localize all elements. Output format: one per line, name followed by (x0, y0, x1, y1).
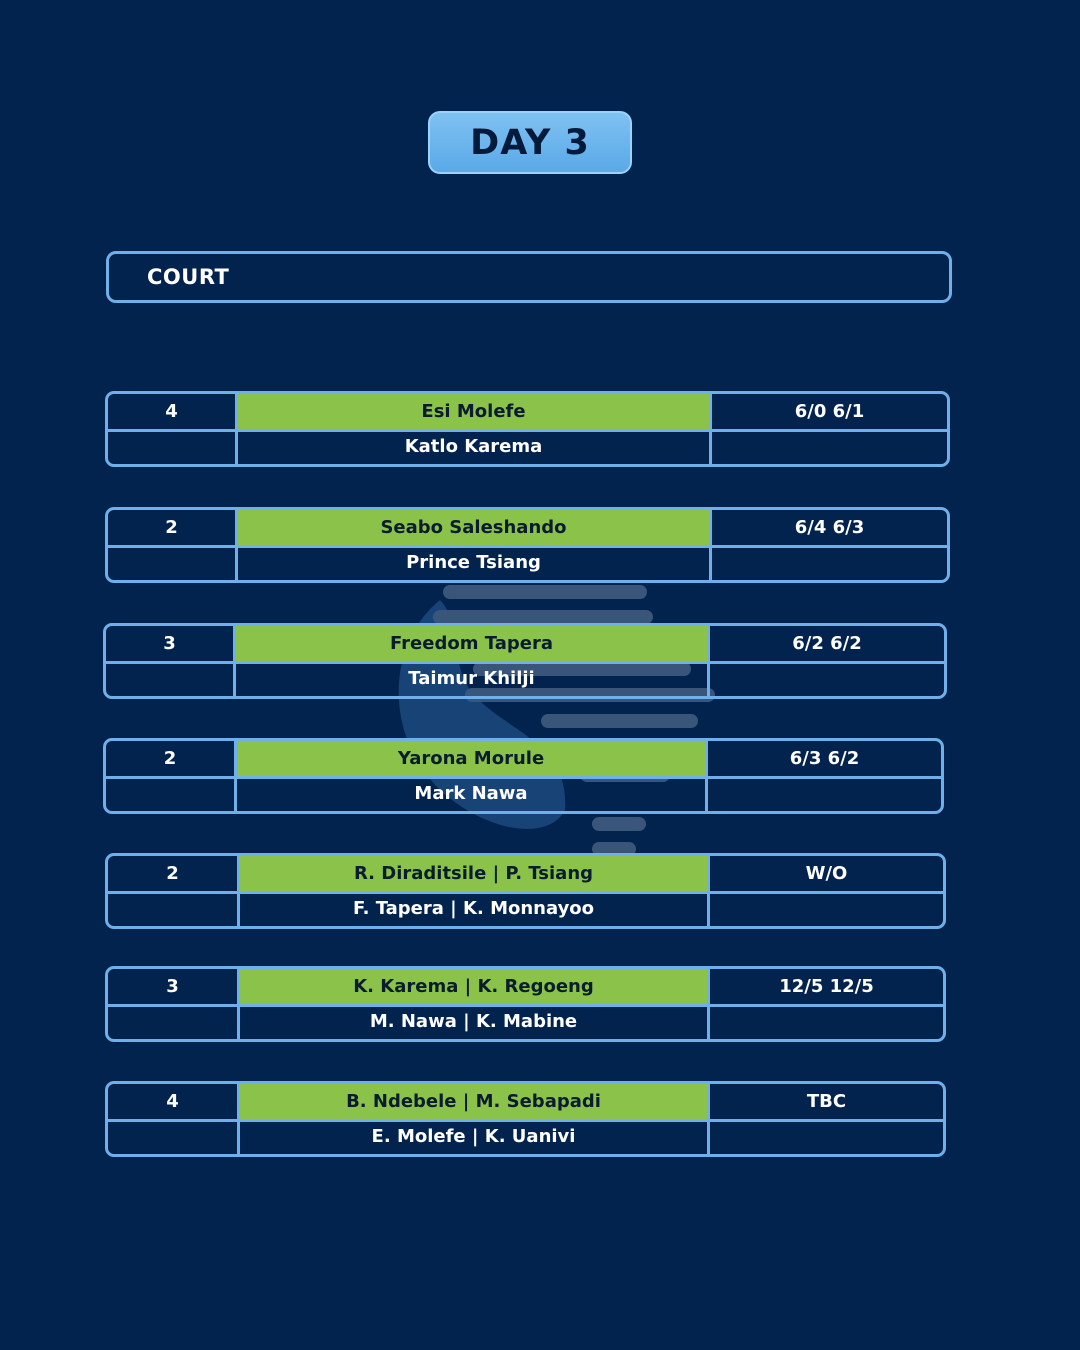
score-empty-cell (712, 545, 947, 580)
court-number: 2 (108, 856, 240, 891)
match-card (105, 391, 950, 467)
match-loser-row (108, 545, 947, 580)
winner-name: R. Diraditsile | P. Tsiang (240, 856, 710, 891)
loser-name: E. Molefe | K. Uanivi (240, 1119, 710, 1154)
score-empty-cell (710, 1004, 943, 1039)
score-empty-cell (708, 776, 941, 811)
loser-name: Taimur Khilji (236, 661, 710, 696)
match-score: 6/0 6/1 (794, 401, 865, 422)
score-empty-cell (710, 1119, 943, 1154)
match-score: 12/5 12/5 (779, 976, 874, 997)
match-card (105, 507, 950, 583)
match-loser-row (108, 429, 947, 464)
day-title-badge (428, 111, 632, 174)
match-score: 6/4 6/3 (794, 517, 865, 538)
match-loser-row (108, 1119, 943, 1154)
loser-name: Mark Nawa (237, 776, 708, 811)
winner-name: Yarona Morule (237, 741, 708, 776)
match-score: W/O (805, 863, 848, 884)
court-number: 4 (108, 1084, 240, 1119)
winner-name: Freedom Tapera (236, 626, 710, 661)
court-empty-cell (108, 891, 240, 926)
day-title: DAY 3 (470, 122, 590, 163)
court-number: 3 (108, 969, 240, 1004)
match-winner-row (108, 510, 947, 548)
match-card (103, 738, 944, 814)
score-empty-cell (712, 429, 947, 464)
match-winner-row (108, 969, 943, 1007)
court-empty-cell (106, 776, 237, 811)
match-card (105, 1081, 946, 1157)
loser-name: M. Nawa | K. Mabine (240, 1004, 710, 1039)
loser-name: F. Tapera | K. Monnayoo (240, 891, 710, 926)
match-card (105, 853, 946, 929)
match-loser-row (106, 661, 944, 696)
score-empty-cell (710, 891, 943, 926)
court-empty-cell (108, 1004, 240, 1039)
court-number: 3 (106, 626, 236, 661)
court-header-bar (106, 251, 952, 303)
winner-name: B. Ndebele | M. Sebapadi (240, 1084, 710, 1119)
court-empty-cell (106, 661, 236, 696)
match-loser-row (108, 1004, 943, 1039)
match-loser-row (106, 776, 941, 811)
court-number: 4 (108, 394, 238, 429)
match-winner-row (108, 856, 943, 894)
loser-name: Prince Tsiang (238, 545, 712, 580)
match-winner-row (106, 626, 944, 664)
match-card (105, 966, 946, 1042)
match-loser-row (108, 891, 943, 926)
match-winner-row (108, 1084, 943, 1122)
court-header-label: COURT (147, 265, 230, 289)
watermark-logo-icon (380, 580, 720, 860)
match-card (103, 623, 947, 699)
match-score: 6/2 6/2 (792, 633, 862, 654)
match-score: 6/3 6/2 (789, 748, 860, 769)
match-score: TBC (806, 1091, 847, 1112)
court-empty-cell (108, 429, 238, 464)
court-number: 2 (106, 741, 237, 776)
court-empty-cell (108, 1119, 240, 1154)
court-number: 2 (108, 510, 238, 545)
winner-name: Esi Molefe (238, 394, 712, 429)
court-empty-cell (108, 545, 238, 580)
match-winner-row (106, 741, 941, 779)
winner-name: K. Karema | K. Regoeng (240, 969, 710, 1004)
loser-name: Katlo Karema (238, 429, 712, 464)
match-winner-row (108, 394, 947, 432)
score-empty-cell (710, 661, 944, 696)
winner-name: Seabo Saleshando (238, 510, 712, 545)
